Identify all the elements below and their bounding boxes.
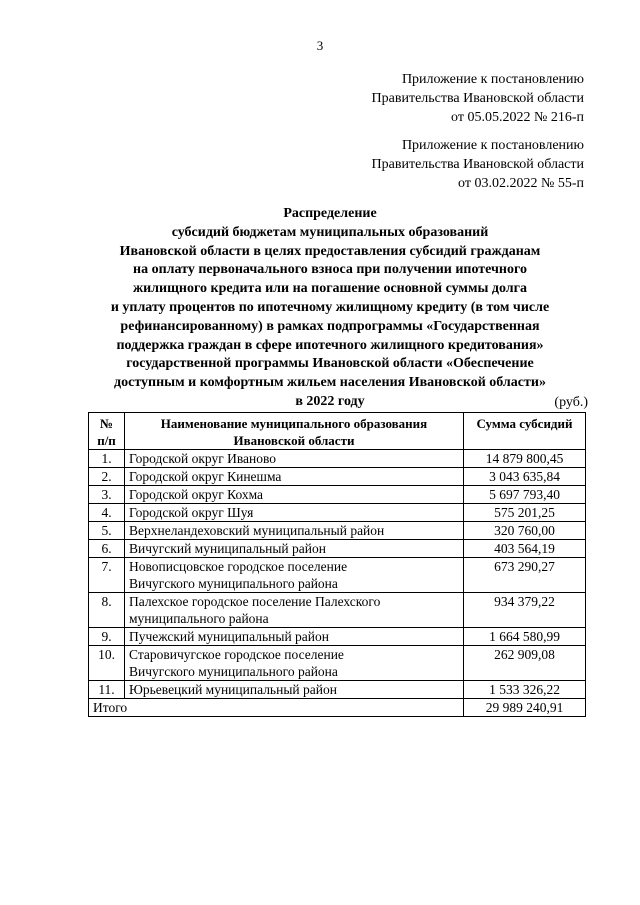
table-row (89, 558, 586, 593)
row-name-line: муниципального района (129, 611, 269, 626)
row-number: 1. (89, 450, 125, 468)
table-total-row (89, 699, 586, 717)
header-amount: Сумма субсидий (464, 413, 586, 450)
title-line: на оплату первоначального взноса при получении ипотечного (133, 262, 527, 278)
row-amount: 14 879 800,45 (464, 450, 586, 468)
row-municipality-name (125, 486, 464, 504)
row-number: 9. (89, 628, 125, 646)
row-amount: 403 564,19 (464, 540, 586, 558)
row-amount: 1 533 326,22 (464, 681, 586, 699)
row-name-line: Верхнеландеховский муниципальный район (129, 523, 385, 538)
row-name-line: Вичугского муниципального района (129, 664, 338, 679)
header-name-line1: Наименование муниципального образования (160, 416, 428, 431)
table-row (89, 486, 586, 504)
table-body (89, 450, 586, 699)
table-row (89, 646, 586, 681)
row-number: 3. (89, 486, 125, 504)
table-row (89, 522, 586, 540)
currency-unit: (руб.) (554, 395, 588, 410)
row-municipality-name (125, 628, 464, 646)
title-lines (70, 224, 590, 412)
row-name-line: Вичугского муниципального района (129, 576, 338, 591)
total-label: Итого (89, 699, 464, 717)
appendix-note-2-line2: Правительства Ивановской области (371, 157, 584, 172)
table-row (89, 468, 586, 486)
row-amount: 575 201,25 (464, 504, 586, 522)
title-line: государственной программы Ивановской области «Обеспечение (126, 356, 534, 372)
title-line: и уплату процентов по ипотечному жилищному кредиту (в том числе (110, 299, 550, 315)
row-municipality-name (125, 504, 464, 522)
appendix-note-1-line1: Приложение к постановлению (401, 72, 584, 87)
row-name-line: Старовичугское городское поселение (129, 647, 344, 662)
appendix-note-2 (372, 136, 584, 193)
row-name-line: Городской округ Кохма (129, 487, 264, 502)
table-row (89, 504, 586, 522)
title-line: в 2022 году (295, 393, 365, 409)
table-row (89, 450, 586, 468)
title-line: жилищного кредита или на погашение основной суммы долга (132, 281, 528, 297)
header-name (125, 413, 464, 450)
table-row (89, 681, 586, 699)
row-municipality-name (125, 646, 464, 681)
appendix-note-1-line3: от 05.05.2022 № 216-п (451, 110, 584, 125)
row-amount: 673 290,27 (464, 558, 586, 593)
table-row (89, 593, 586, 628)
row-municipality-name (125, 522, 464, 540)
row-municipality-name (125, 450, 464, 468)
header-number-line2: п/п (97, 433, 116, 448)
row-name-line: Палехское городское поселение Палехского (129, 594, 381, 609)
row-name-line: Юрьевецкий муниципальный район (129, 682, 337, 697)
row-amount: 1 664 580,99 (464, 628, 586, 646)
total-amount: 29 989 240,91 (464, 699, 586, 717)
row-name-line: Вичугский муниципальный район (129, 541, 326, 556)
title-line: поддержка граждан в сфере ипотечного жилищного кредитования» (116, 337, 544, 353)
row-number: 4. (89, 504, 125, 522)
row-number: 2. (89, 468, 125, 486)
row-amount: 3 043 635,84 (464, 468, 586, 486)
row-name-line: Городской округ Иваново (129, 451, 277, 466)
subsidy-table (88, 412, 586, 717)
table-row (89, 540, 586, 558)
header-number-line1: № (99, 416, 114, 431)
appendix-note-2-line3: от 03.02.2022 № 55-п (458, 176, 584, 191)
appendix-note-1 (372, 70, 584, 127)
row-name-line: Городской округ Кинешма (129, 469, 282, 484)
table-row (89, 628, 586, 646)
row-municipality-name (125, 681, 464, 699)
header-name-line2: Ивановской области (233, 433, 355, 448)
row-municipality-name (125, 540, 464, 558)
row-number: 5. (89, 522, 125, 540)
row-name-line: Новописцовское городское поселение (129, 559, 348, 574)
document-title (70, 205, 590, 412)
title-heading: Распределение (283, 206, 377, 221)
row-name-line: Городской округ Шуя (129, 505, 254, 520)
appendix-note-1-line2: Правительства Ивановской области (371, 91, 584, 106)
row-amount: 262 909,08 (464, 646, 586, 681)
title-line: субсидий бюджетам муниципальных образований (171, 224, 489, 240)
row-number: 10. (89, 646, 125, 681)
row-name-line: Пучежский муниципальный район (129, 629, 329, 644)
table-header-row (89, 413, 586, 450)
row-municipality-name (125, 593, 464, 628)
row-municipality-name (125, 558, 464, 593)
row-amount: 320 760,00 (464, 522, 586, 540)
header-number (89, 413, 125, 450)
title-line: доступным и комфортным жильем населения Ивановской области» (114, 375, 546, 391)
row-number: 8. (89, 593, 125, 628)
row-amount: 934 379,22 (464, 593, 586, 628)
row-number: 7. (89, 558, 125, 593)
page-number: 3 (316, 38, 324, 53)
row-number: 11. (89, 681, 125, 699)
title-line: Ивановской области в целях предоставления субсидий гражданам (119, 243, 541, 259)
appendix-note-2-line1: Приложение к постановлению (401, 138, 584, 153)
title-line: рефинансированному) в рамках подпрограммы «Государственная (120, 318, 540, 334)
row-number: 6. (89, 540, 125, 558)
row-amount: 5 697 793,40 (464, 486, 586, 504)
row-municipality-name (125, 468, 464, 486)
